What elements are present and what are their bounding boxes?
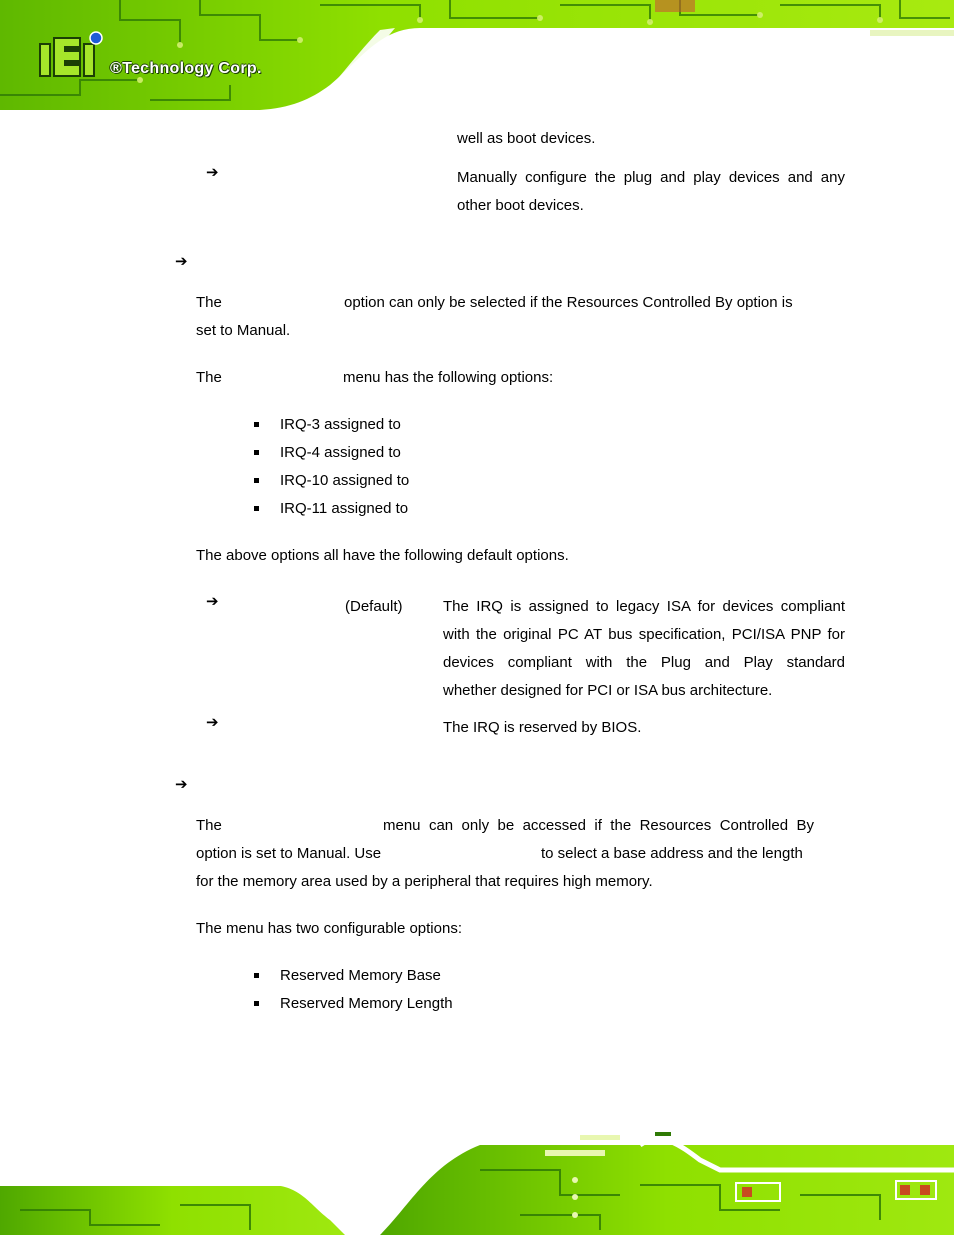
option1-desc-line: with the original PC AT bus specification, PCI/ISA PNP for xyxy=(443,626,845,643)
square-bullet-icon xyxy=(254,450,259,455)
option1-desc-line: devices compliant with the Plug and Play standard xyxy=(443,654,845,671)
square-bullet-icon xyxy=(254,1001,259,1006)
iei-logo-mark xyxy=(38,30,108,80)
irq-menu-part1: The xyxy=(196,369,222,386)
pcb-footer-graphic xyxy=(0,1125,954,1235)
section-arrow-icon: ➔ xyxy=(175,775,188,793)
option2-desc: The IRQ is reserved by BIOS. xyxy=(443,719,642,736)
manual-option-desc-line2: Manually configure the plug and play devices and any xyxy=(457,169,845,186)
irq-item: IRQ-3 assigned to xyxy=(280,416,401,433)
section-arrow-icon: ➔ xyxy=(175,252,188,270)
irq-menu-part2: menu has the following options: xyxy=(343,369,554,386)
square-bullet-icon xyxy=(254,478,259,483)
memory-p1-line3: for the memory area used by a peripheral that requires high memory. xyxy=(196,873,653,890)
memory-p1-line2-part2: to select a base address and the length xyxy=(541,845,803,862)
irq-item: IRQ-4 assigned to xyxy=(280,444,401,461)
page-header-banner xyxy=(0,0,954,112)
manual-option-desc-line3: other boot devices. xyxy=(457,197,584,214)
irq-intro-part1: The xyxy=(196,294,222,311)
company-name: ®Technology Corp. xyxy=(110,60,262,77)
square-bullet-icon xyxy=(254,506,259,511)
manual-option-desc-line1: well as boot devices. xyxy=(457,130,596,147)
irq-intro-part2: option can only be selected if the Resources Controlled By option is xyxy=(344,294,793,311)
irq-intro-line2: set to Manual. xyxy=(196,322,291,339)
irq-item: IRQ-11 assigned to xyxy=(280,500,409,517)
option1-desc-line: whether designed for PCI or ISA bus architecture. xyxy=(443,682,773,699)
memory-p1-part2: menu can only be accessed if the Resources Controlled By xyxy=(383,817,814,834)
defaults-intro: The above options all have the following default options. xyxy=(196,547,569,564)
irq-item: IRQ-10 assigned to xyxy=(280,472,410,489)
memory-options-intro: The menu has two configurable options: xyxy=(196,920,462,937)
page-footer-banner xyxy=(0,1125,954,1235)
square-bullet-icon xyxy=(254,422,259,427)
arrow-right-icon: ➔ xyxy=(206,163,219,181)
memory-p1-part1: The xyxy=(196,817,222,834)
option1-desc-line: The IRQ is assigned to legacy ISA for devices compliant xyxy=(443,598,845,615)
arrow-right-icon: ➔ xyxy=(206,592,219,610)
pcb-header-graphic xyxy=(0,0,954,112)
iei-logo xyxy=(38,30,108,85)
memory-item: Reserved Memory Base xyxy=(280,967,441,984)
memory-p1-line2-part1: option is set to Manual. Use xyxy=(196,845,382,862)
square-bullet-icon xyxy=(254,973,259,978)
option1-default-tag: (Default) xyxy=(345,598,403,615)
arrow-right-icon: ➔ xyxy=(206,713,219,731)
memory-item: Reserved Memory Length xyxy=(280,995,453,1012)
